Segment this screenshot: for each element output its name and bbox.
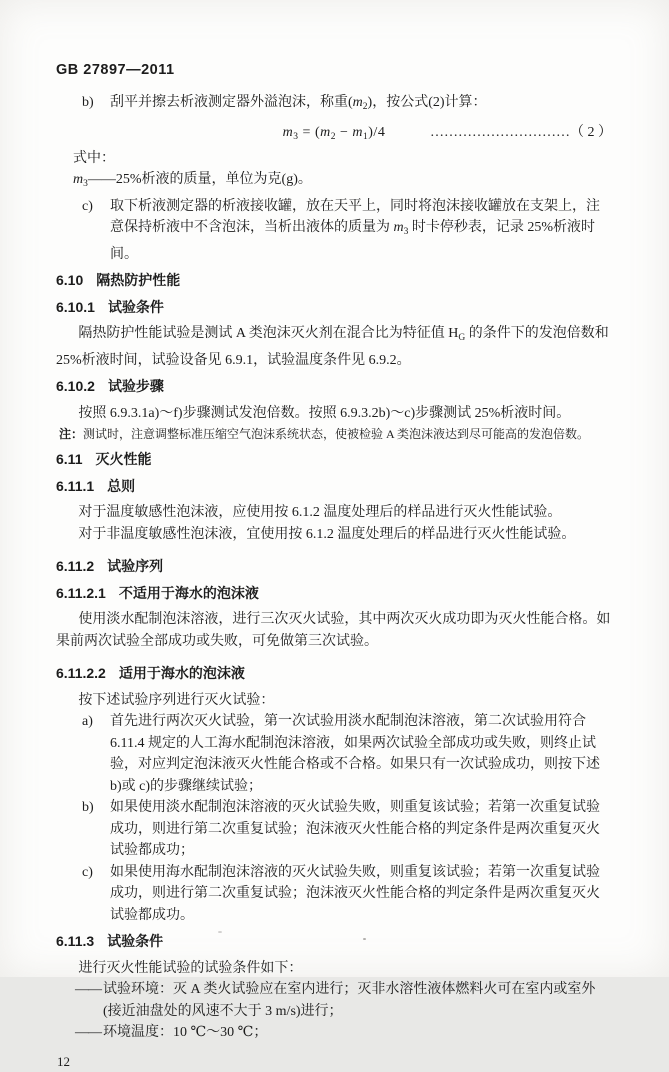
formula-label: （ 2 ） [570, 125, 612, 140]
list-item-b2 [82, 797, 612, 862]
dash-item-environment [75, 979, 612, 1022]
dash-marker: —— [75, 979, 103, 1022]
list-item-text [110, 92, 612, 119]
section-number: 6.10.2 [56, 378, 95, 394]
section-title: 隔热防护性能 [96, 272, 180, 288]
text-run: 刮平并擦去析液测定器外溢泡沫，称重( [110, 95, 353, 110]
paragraph-6-11-2-2-intro: 按下述试验序列进行灭火试验： [56, 690, 612, 712]
section-title: 试验条件 [108, 299, 164, 315]
symbol-m2: $m_2$ [353, 95, 368, 110]
section-heading-6-11-2-1 [56, 583, 612, 605]
paragraph-6-11-1-a: 对于温度敏感性泡沫液，应使用按 6.1.2 温度处理后的样品进行灭火性能试验。 [56, 502, 612, 524]
dot-leader: ………………………… [430, 125, 570, 140]
definition-text: 25%析液的质量，单位为克(g)。 [116, 172, 312, 187]
section-title: 试验序列 [107, 558, 163, 574]
list-item-text: 如果使用海水配制泡沫溶液的灭火试验失败，则重复该试验；若第一次重复试验成功，则进行第二次重复试验；泡沫液灭火性能合格的判定条件是两次重复灭火试验都成功。 [110, 862, 612, 927]
list-item-text: 首先进行两次灭火试验，第一次试验用淡水配制泡沫溶液，第二次试验用符合 6.11.4 规定的人工海水配制泡沫溶液，如果两次试验全部成功或失败，则终止试验，对应判定泡沫液灭火性能合格或不合格。如果只有一次试验成功，则按下述 b)或 c)的步骤继续试验； [110, 711, 612, 797]
paragraph-6-10-1 [56, 323, 612, 371]
formula-expression: $m_3 = (m_2 - m_1)/4$ [283, 125, 386, 140]
definition-dash: —— [88, 172, 116, 187]
list-item-b [82, 92, 612, 119]
section-heading-6-10 [56, 270, 612, 292]
list-item-a [82, 711, 612, 797]
section-number: 6.11.2.2 [56, 665, 106, 681]
text-run: 时卡停秒表，记录 25%析液时间。 [110, 220, 595, 262]
section-title: 试验条件 [107, 933, 163, 949]
dash-item-temperature [75, 1022, 612, 1044]
list-marker: c) [82, 196, 110, 266]
section-number: 6.11.2 [56, 558, 94, 574]
symbol-m3: $m_3$ [73, 172, 88, 187]
list-item-text: 如果使用淡水配制泡沫溶液的灭火试验失败，则重复该试验；若第一次重复试验成功，则进行第二次重复试验；泡沫液灭火性能合格的判定条件是两次重复灭火试验都成功； [110, 797, 612, 862]
page-number: 12 [57, 1051, 612, 1072]
list-marker: b) [82, 797, 110, 862]
section-title: 总则 [107, 478, 135, 494]
scan-speck [363, 938, 366, 940]
section-heading-6-11-2 [56, 556, 612, 578]
section-title: 适用于海水的泡沫液 [119, 665, 245, 681]
section-heading-6-11-3 [56, 931, 612, 953]
section-number: 6.11 [56, 451, 82, 467]
section-heading-6-11 [56, 449, 612, 471]
section-title: 试验步骤 [108, 378, 164, 394]
standard-number-header: GB 27897—2011 [56, 60, 612, 82]
section-number: 6.11.2.1 [56, 585, 106, 601]
note-text: 测试时，注意调整标准压缩空气泡沫系统状态，使被检验 A 类泡沫液达到尽可能高的发泡倍数。 [83, 427, 589, 441]
section-heading-6-10-2 [56, 376, 612, 398]
text-run: 隔热防护性能试验是测试 A 类泡沫灭火剂在混合比为特征值 H [78, 326, 458, 341]
paragraph-6-11-3-intro: 进行灭火性能试验的试验条件如下： [56, 958, 612, 980]
paragraph-6-11-1-b: 对于非温度敏感性泡沫液，宜使用按 6.1.2 温度处理后的样品进行灭火性能试验。 [56, 524, 612, 546]
list-marker: a) [82, 711, 110, 797]
dash-item-text: 试验环境：灭 A 类火试验应在室内进行；灭非水溶性液体燃料火可在室内或室外(接近油盘处的风速不大于 3 m/s)进行； [103, 979, 612, 1022]
list-item-c [82, 196, 612, 266]
scan-speck [218, 931, 222, 933]
note-label: 注： [59, 427, 83, 441]
section-number: 6.11.3 [56, 933, 94, 949]
section-heading-6-11-2-2 [56, 663, 612, 685]
text-run: 取下析液测定器的析液接收罐，放在天平上，同时将泡沫接收罐放在支架上，注意保持析液中不含泡沫，当析出液体的质量为 [110, 199, 600, 236]
section-heading-6-10-1 [56, 297, 612, 319]
list-marker: b) [82, 92, 110, 119]
paragraph-6-10-2: 按照 6.9.3.1a)～f)步骤测试发泡倍数。按照 6.9.3.2b)～c)步骤测试 25%析液时间。 [56, 403, 612, 425]
section-heading-6-11-1 [56, 476, 612, 498]
section-title: 灭火性能 [95, 451, 151, 467]
list-item-text [110, 196, 612, 266]
symbol-m3: $m_3$ [394, 220, 409, 235]
where-label: 式中： [73, 148, 612, 170]
dash-item-text: 环境温度：10 ℃～30 ℃； [103, 1022, 612, 1044]
note-6-10-2 [59, 424, 612, 444]
formula-number [430, 122, 612, 144]
paragraph-6-11-2-1: 使用淡水配制泡沫溶液，进行三次灭火试验，其中两次灭火成功即为灭火性能合格。如果前两次试验全部成功或失败，可免做第三次试验。 [56, 609, 612, 652]
section-number: 6.10 [56, 272, 83, 288]
section-title: 不适用于海水的泡沫液 [119, 585, 259, 601]
text-run: 的条件下的发泡倍数和 25%析液时间，试验设备见 6.9.1，试验温度条件见 6.9.2。 [56, 326, 609, 368]
section-number: 6.11.1 [56, 478, 94, 494]
symbol-hg-subscript: G [458, 333, 465, 343]
list-marker: c) [82, 862, 110, 927]
list-item-c2 [82, 862, 612, 927]
formula-2 [56, 122, 612, 144]
text-run: )，按公式(2)计算： [368, 95, 487, 110]
dash-marker: —— [75, 1022, 103, 1044]
section-number: 6.10.1 [56, 299, 95, 315]
symbol-definition-m3 [73, 169, 612, 196]
